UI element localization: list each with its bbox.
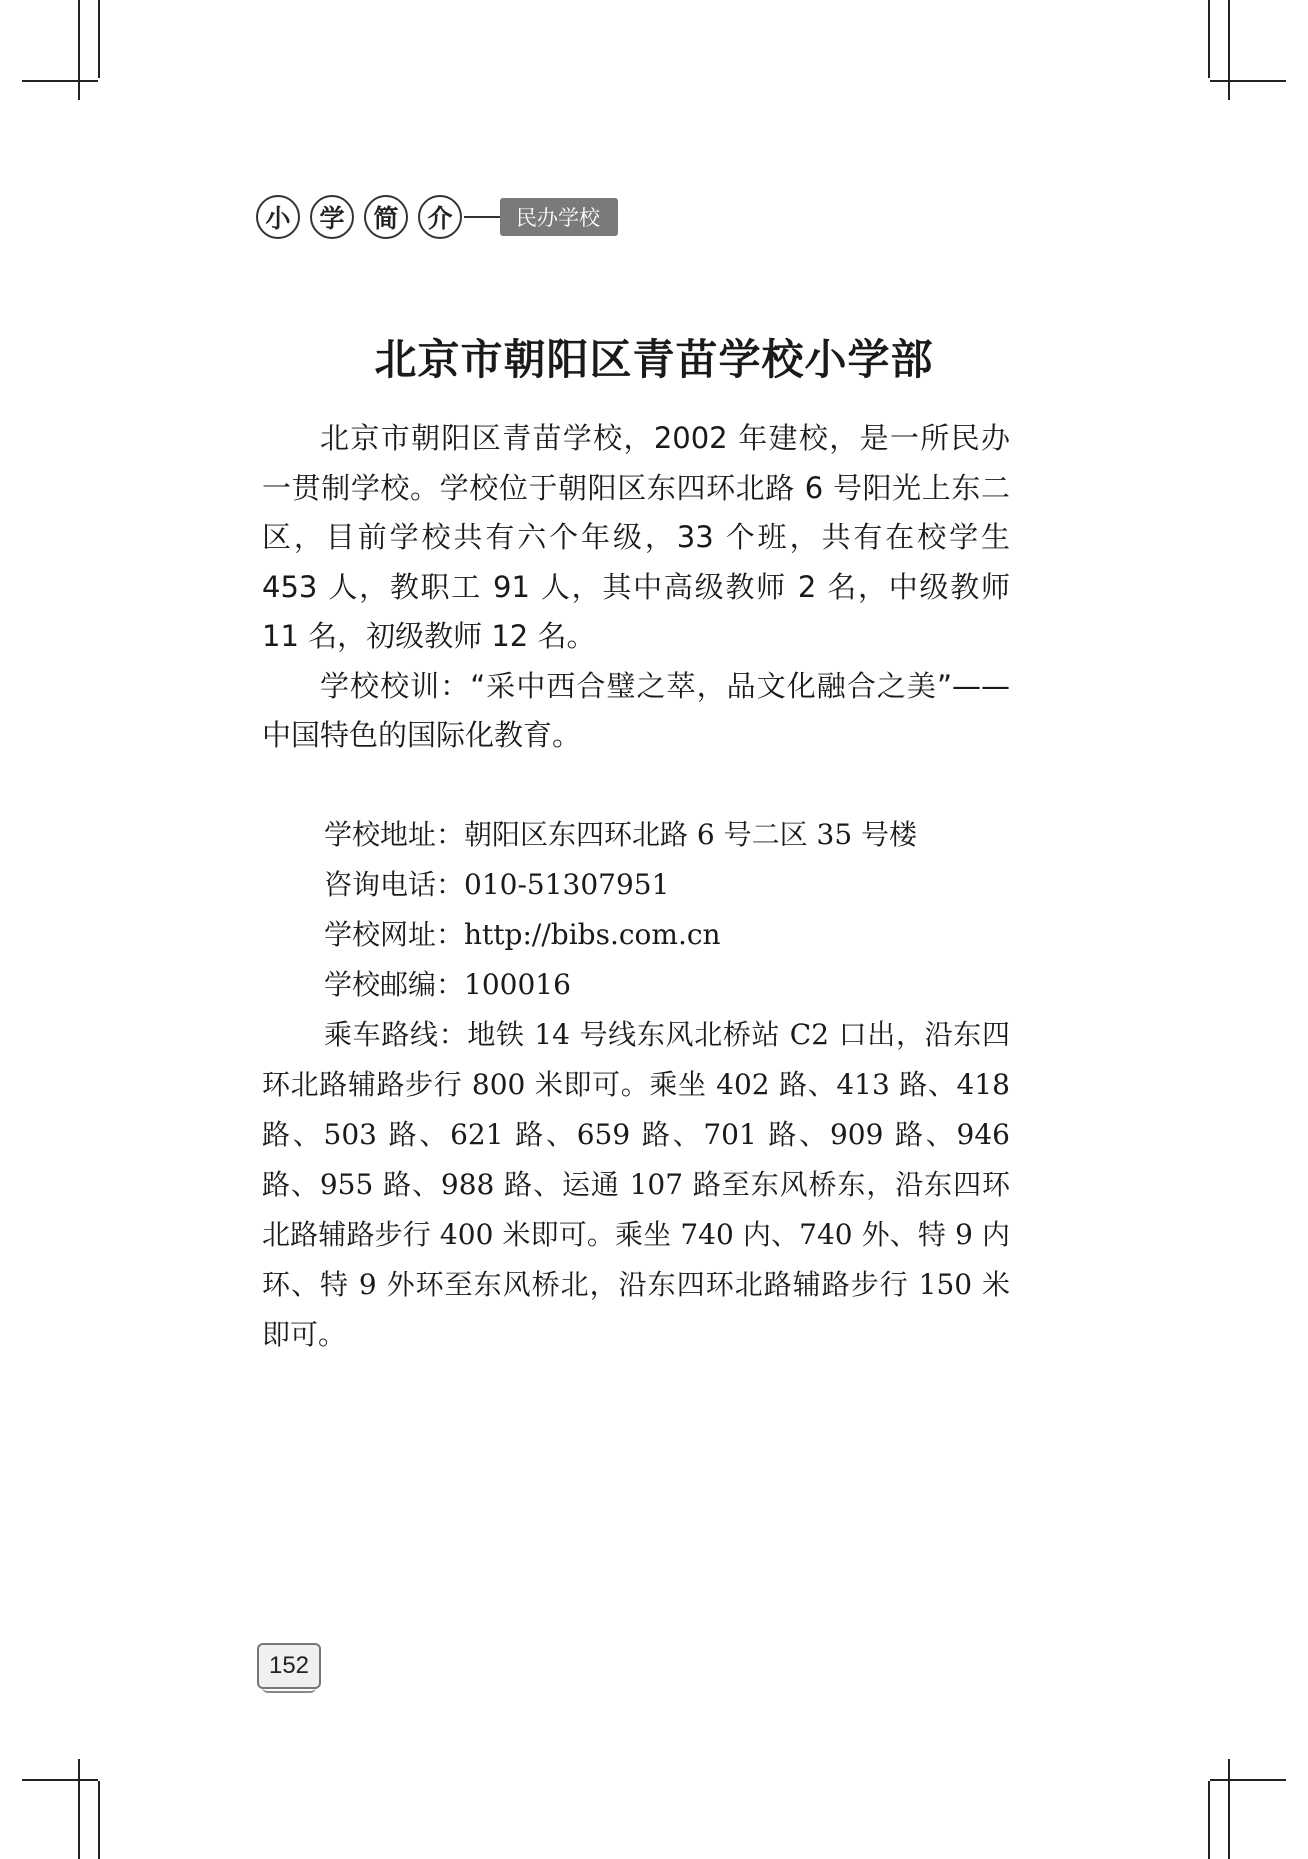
crop-mark-top-right-v xyxy=(1228,0,1230,100)
crop-mark-bottom-left-v2 xyxy=(98,1781,100,1859)
crop-mark-bottom-right-v xyxy=(1228,1759,1230,1859)
crop-mark-top-right-v2 xyxy=(1208,0,1210,78)
crop-mark-bottom-left-h xyxy=(22,1779,98,1781)
info-label: 学校地址： xyxy=(324,818,465,851)
category-tag: 民办学校 xyxy=(500,198,618,236)
page-title: 北京市朝阳区青苗学校小学部 xyxy=(374,335,934,384)
school-info xyxy=(262,810,1010,1360)
info-value: 010-51307951 xyxy=(464,868,670,901)
crop-mark-top-left-v2 xyxy=(98,0,100,78)
info-address xyxy=(262,810,1010,860)
header-connector-line xyxy=(464,216,500,218)
intro-text xyxy=(262,414,1010,761)
info-route xyxy=(262,1010,1010,1360)
crop-mark-bottom-left-v xyxy=(78,1759,80,1859)
paragraph: 北京市朝阳区青苗学校，2002 年建校，是一所民办一贯制学校。学校位于朝阳区东四环北路 6 号阳光上东二区，目前学校共有六个年级，33 个班，共有在校学生 453 人，教职工 91 人，其中高级教师 2 名，中级教师 11 名，初级教师 12 名。 xyxy=(262,421,1010,653)
info-label: 咨询电话： xyxy=(324,868,465,901)
crop-mark-bottom-right-h xyxy=(1210,1779,1286,1781)
section-header xyxy=(256,193,618,241)
crop-mark-top-left-h xyxy=(22,80,98,82)
info-website xyxy=(262,910,1010,960)
crop-mark-top-right-h xyxy=(1210,80,1286,82)
info-label: 学校邮编： xyxy=(324,968,465,1001)
info-phone xyxy=(262,860,1010,910)
info-value: http://bibs.com.cn xyxy=(464,918,721,951)
page-number: 152 xyxy=(257,1643,321,1689)
header-circle-char: 学 xyxy=(310,195,354,239)
info-label: 乘车路线： xyxy=(324,1018,468,1051)
info-value: 朝阳区东四环北路 6 号二区 35 号楼 xyxy=(464,818,918,851)
info-value: 地铁 14 号线东风北桥站 C2 口出，沿东四环北路辅路步行 800 米即可。乘坐 402 路、413 路、418 路、503 路、621 路、659 路、701 路、909 路、946 路、955 路、988 路、运通 107 路至东风桥东，沿东四环北路辅路步行 400 米即可。乘坐 740 内、740 外、特 9 内环、特 9 外环至东风桥北，沿东四环北路辅路步行 150 米即可。 xyxy=(262,1018,1010,1351)
crop-mark-bottom-right-v2 xyxy=(1208,1781,1210,1859)
crop-mark-top-left-v xyxy=(78,0,80,100)
info-value: 100016 xyxy=(464,968,571,1001)
info-label: 学校网址： xyxy=(324,918,465,951)
info-postcode xyxy=(262,960,1010,1010)
header-circle-char: 简 xyxy=(364,195,408,239)
header-circle-char: 小 xyxy=(256,195,300,239)
book-icon xyxy=(262,1687,316,1693)
header-circle-char: 介 xyxy=(418,195,462,239)
paragraph: 学校校训：“采中西合璧之萃，品文化融合之美”——中国特色的国际化教育。 xyxy=(262,668,1010,752)
